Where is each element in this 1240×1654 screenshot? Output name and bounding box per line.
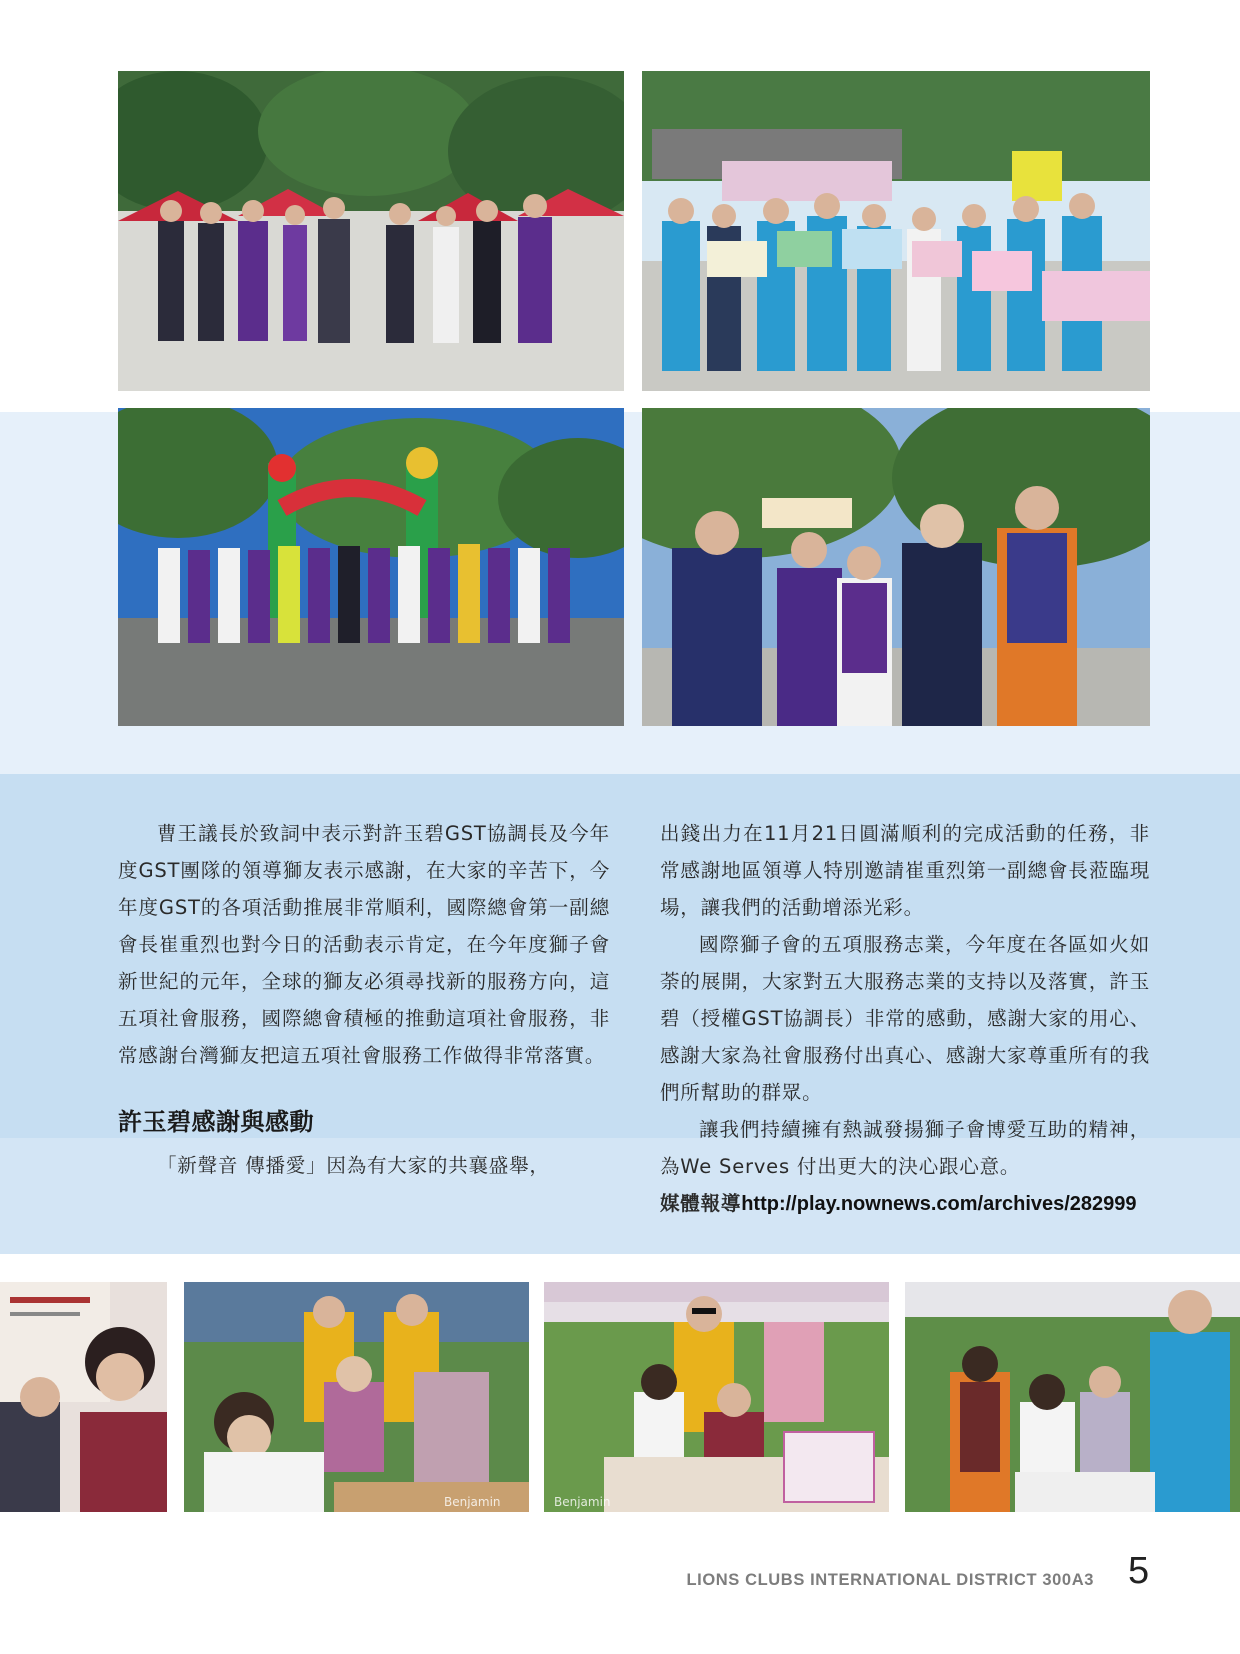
article-paragraph: 「新聲音 傳播愛」因為有大家的共襄盛舉， [157, 1154, 550, 1177]
article-paragraph: 國際獅子會的五項服務志業，今年度在各區如火如荼的展開，大家對五大服務志業的支持以及落實，許玉碧（授權GST協調長）非常的感動，感謝大家的用心、感謝大家為社會服務付出真心、感謝大家尊重所有的我們所幫助的群眾。 [660, 933, 1150, 1104]
photo-health-screening-1 [184, 1282, 529, 1512]
media-report-label: 媒體報導 [660, 1192, 742, 1215]
photo-watermark: Benjamin [444, 1495, 501, 1509]
page-number: 5 [1128, 1550, 1150, 1592]
photo-group-plaza [118, 71, 624, 391]
photo-watermark: Benjamin [554, 1495, 611, 1509]
publication-title: LIONS CLUBS INTERNATIONAL DISTRICT 300A3 [686, 1571, 1094, 1589]
article-paragraph: 出錢出力在11月21日圓滿順利的完成活動的任務，非常感謝地區領導人特別邀請崔重烈第一副總會長蒞臨現場，讓我們的活動增添光彩。 [660, 822, 1150, 919]
photo-dignitaries [642, 408, 1150, 726]
photo-group-signs [642, 71, 1150, 391]
photo-volunteer-writing [0, 1282, 167, 1512]
article-paragraph: 曹王議長於致詞中表示對許玉碧GST協調長及今年度GST團隊的領導獅友表示感謝，在大家的辛苦下，今年度GST的各項活動推展非常順利，國際總會第一副總會長崔重烈也對今日的活動表示肯定，在今年度獅子會新世紀的元年，全球的獅友必須尋找新的服務方向，這五項社會服務，國際總會積極的推動這項社會服務，非常感謝台灣獅友把這五項社會服務工作做得非常落實。 [118, 822, 610, 1067]
article-paragraph: 讓我們持續擁有熱誠發揚獅子會博愛互助的精神，為We Serves 付出更大的決心跟心意。 [660, 1118, 1150, 1178]
photo-dental-check [544, 1282, 889, 1512]
article-column-left [118, 815, 610, 1184]
media-report-link[interactable]: http://play.nownews.com/archives/282999 [741, 1193, 1137, 1215]
photo-group-arch [118, 408, 624, 726]
media-report-line [660, 1185, 1150, 1223]
section-heading: 許玉碧感謝與感動 [118, 1108, 314, 1136]
article-column-right [660, 815, 1150, 1223]
photo-health-screening-2 [905, 1282, 1240, 1512]
